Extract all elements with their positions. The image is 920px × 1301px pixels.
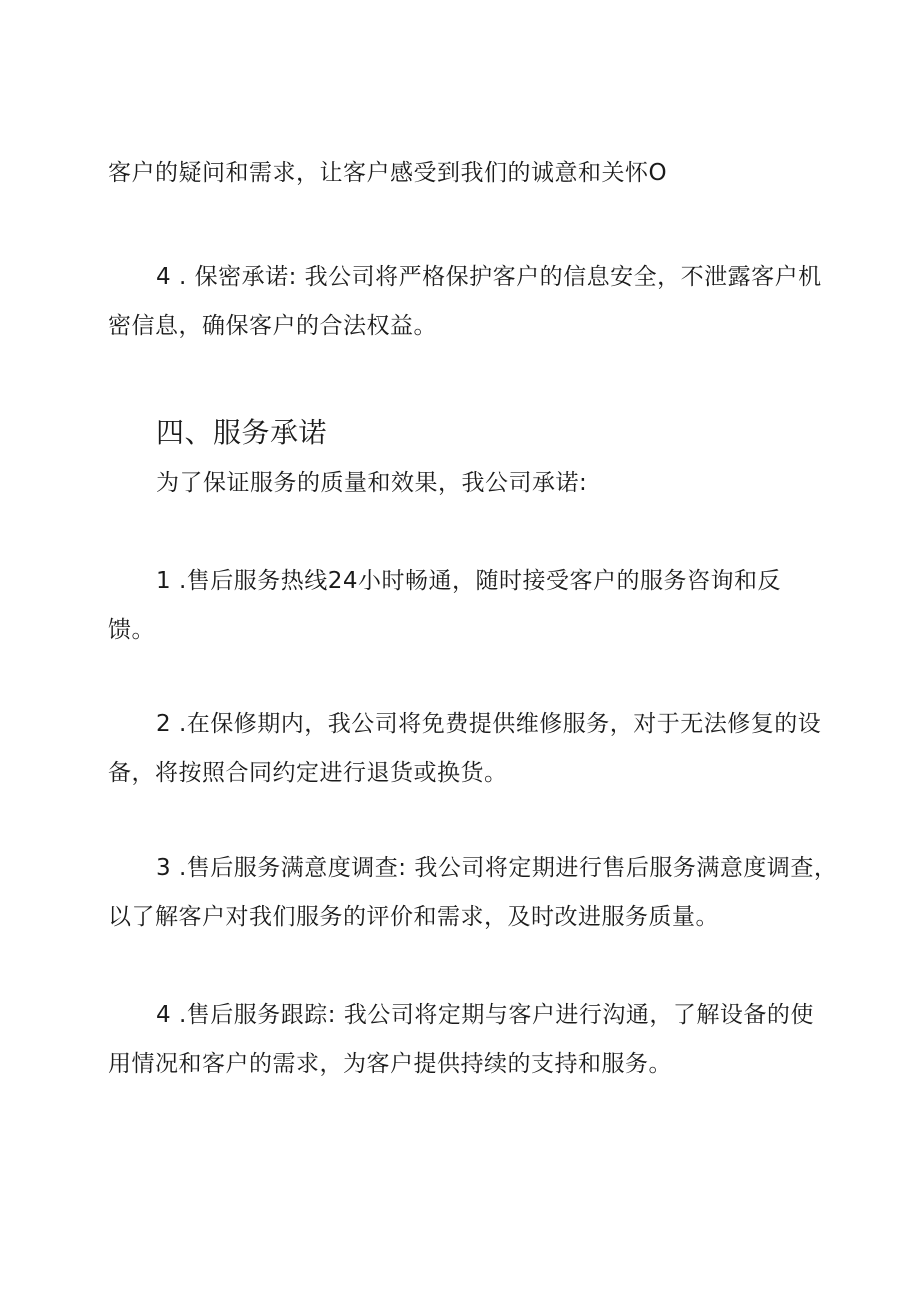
list-item-3-line2: 以了解客户对我们服务的评价和需求，及时改进服务质量。 <box>108 904 719 930</box>
continuation-line: 客户的疑问和需求，让客户感受到我们的诚意和关怀O <box>108 160 668 186</box>
privacy-item-line1: 4 . 保密承诺: 我公司将严格保护客户的信息安全，不泄露客户机 <box>156 264 822 290</box>
list-item-2-line1: 2 .在保修期内，我公司将免费提供维修服务，对于无法修复的设 <box>156 711 822 737</box>
section-intro: 为了保证服务的质量和效果，我公司承诺: <box>156 470 588 496</box>
list-item-1-line1: 1 .售后服务热线24小时畅通，随时接受客户的服务咨询和反 <box>156 568 782 594</box>
list-item-4-line2: 用情况和客户的需求，为客户提供持续的支持和服务。 <box>108 1051 672 1077</box>
section-title: 四、服务承诺 <box>156 416 328 449</box>
privacy-item-line2: 密信息，确保客户的合法权益。 <box>108 313 437 339</box>
list-item-2-line2: 备，将按照合同约定进行退货或换货。 <box>108 760 508 786</box>
list-item-1-line2: 馈。 <box>108 617 155 643</box>
list-item-4-line1: 4 .售后服务跟踪: 我公司将定期与客户进行沟通，了解设备的使 <box>156 1002 814 1028</box>
list-item-3-line1: 3 .售后服务满意度调查: 我公司将定期进行售后服务满意度调查， <box>156 855 838 881</box>
